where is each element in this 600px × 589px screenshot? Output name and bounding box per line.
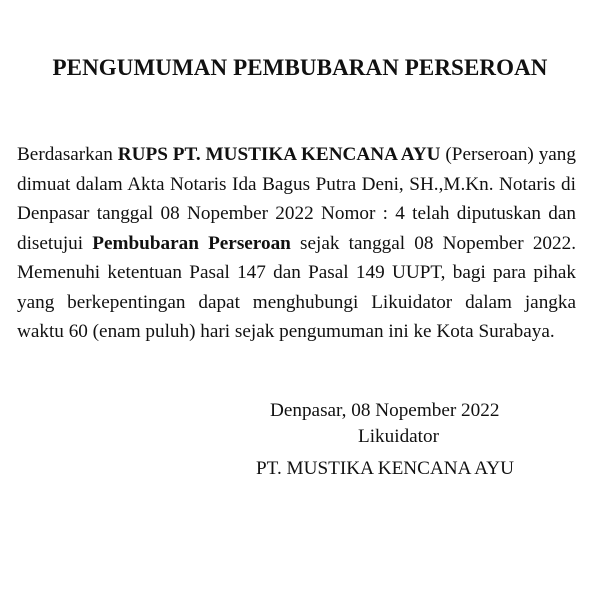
body-text-part2: (Perseroan) yang dimuat dalam Akta Notaris Ida Bagus Putra Deni, SH.,M.Kn. Notaris di Denpasar tanggal 08 Nopember 2022 Nomor : 4 telah diputuskan dan disetujui	[17, 144, 576, 254]
signature-role: Likuidator	[358, 426, 439, 447]
body-text-part1: Berdasarkan	[17, 144, 118, 165]
announcement-body	[17, 140, 576, 347]
signature-place-date: Denpasar, 08 Nopember 2022	[270, 400, 500, 421]
body-text-part3: sejak tanggal 08 Nopember 2022. Memenuhi ketentuan Pasal 147 dan Pasal 149 UUPT, bagi para pihak yang berkepentingan dapat menghubungi Likuidator dalam jangka waktu 60 (enam puluh) hari sejak pengumuman ini ke Kota Surabaya.	[17, 232, 577, 342]
dissolution-bold: Pembubaran Perseroan	[92, 232, 291, 254]
signature-company: PT. MUSTIKA KENCANA AYU	[256, 458, 514, 479]
company-name-bold: RUPS PT. MUSTIKA KENCANA AYU	[117, 144, 441, 165]
announcement-title: PENGUMUMAN PEMBUBARAN PERSEROAN	[52, 55, 548, 80]
